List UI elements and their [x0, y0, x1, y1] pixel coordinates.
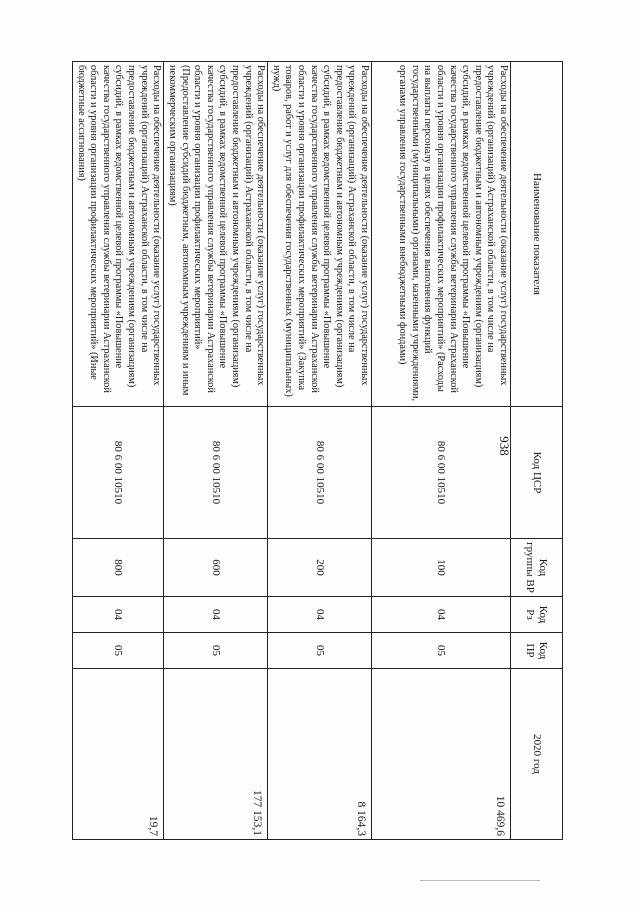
table-row: [268, 62, 372, 840]
row-pr: 05: [372, 633, 511, 669]
rotated-table-container: [75, 61, 563, 839]
row-vr: 100: [372, 539, 511, 597]
row-vr: 200: [268, 539, 372, 597]
row-csr: 80 6 00 10510: [372, 407, 511, 539]
row-rz: 04: [73, 597, 164, 633]
row-rz: 04: [372, 597, 511, 633]
row-name: Расходы на обеспечение деятельности (оказание услуг) государственных учреждений (организаций) Астраханской области, в том числе на предоставление бюджетным и автономным учреждениям (организациям) субсидий, в рамках ведомственной целевой программы «Повышение качества государственного управления службы ветеринарии Астраханской области и уровня организации профилактических мероприятий» (Предоставление субсидий бюджетным, автономным учреждениям и иным некоммерческим организациям): [164, 62, 268, 407]
row-csr: 80 6 00 10510: [268, 407, 372, 539]
row-vr: 600: [164, 539, 268, 597]
header-name: Наименование показателя: [511, 62, 563, 407]
page-number: 938: [497, 436, 512, 456]
page-edge-line: [420, 880, 540, 881]
row-pr: 05: [164, 633, 268, 669]
header-year: 2020 год: [511, 669, 563, 840]
header-vr: Код группы ВР: [511, 539, 563, 597]
row-csr: 80 6 00 10510: [73, 407, 164, 539]
row-pr: 05: [73, 633, 164, 669]
header-csr: Код ЦСР: [511, 407, 563, 539]
row-rz: 04: [164, 597, 268, 633]
row-value: 8 164,3: [268, 669, 372, 840]
row-value: 10 469,6: [372, 669, 511, 840]
row-value: 19,7: [73, 669, 164, 840]
table-row: [164, 62, 268, 840]
row-csr: 80 6 00 10510: [164, 407, 268, 539]
row-value: 177 153,1: [164, 669, 268, 840]
row-pr: 05: [268, 633, 372, 669]
header-rz: Код Рз: [511, 597, 563, 633]
header-pr: Код ПР: [511, 633, 563, 669]
budget-table: [72, 61, 563, 840]
row-name: Расходы на обеспечение деятельности (оказание услуг) государственных учреждений (организаций) Астраханской области, в том числе на предоставление бюджетным и автономным учреждениям (организациям) субсидий, в рамках ведомственной целевой программы «Повышение качества государственного управления службы ветеринарии Астраханской области и уровня организации профилактических мероприятий» (Расходы на выплаты персоналу в целях обеспечения выполнения функций государственными (муниципальными) органами, казенными учреждениями, органами управления государственными внебюджетными фондами): [372, 62, 511, 407]
table-row: [372, 62, 511, 840]
row-rz: 04: [268, 597, 372, 633]
row-name: Расходы на обеспечение деятельности (оказание услуг) государственных учреждений (организаций) Астраханской области, в том числе на предоставление бюджетным и автономным учреждениям (организациям) субсидий, в рамках ведомственной целевой программы «Повышение качества государственного управления службы ветеринарии Астраханской области и уровня организации профилактических мероприятий» (Иные бюджетные ассигнования): [73, 62, 164, 407]
table-header-row: [511, 62, 563, 840]
table-row: [73, 62, 164, 840]
row-name: Расходы на обеспечение деятельности (оказание услуг) государственных учреждений (организаций) Астраханской области, в том числе на предоставление бюджетным и автономным учреждениям (организациям) субсидий, в рамках ведомственной целевой программы «Повышение качества государственного управления службы ветеринарии Астраханской области и уровня организации профилактических мероприятий» (Закупка товаров, работ и услуг для обеспечения государственных (муниципальных) нужд): [268, 62, 372, 407]
row-vr: 800: [73, 539, 164, 597]
